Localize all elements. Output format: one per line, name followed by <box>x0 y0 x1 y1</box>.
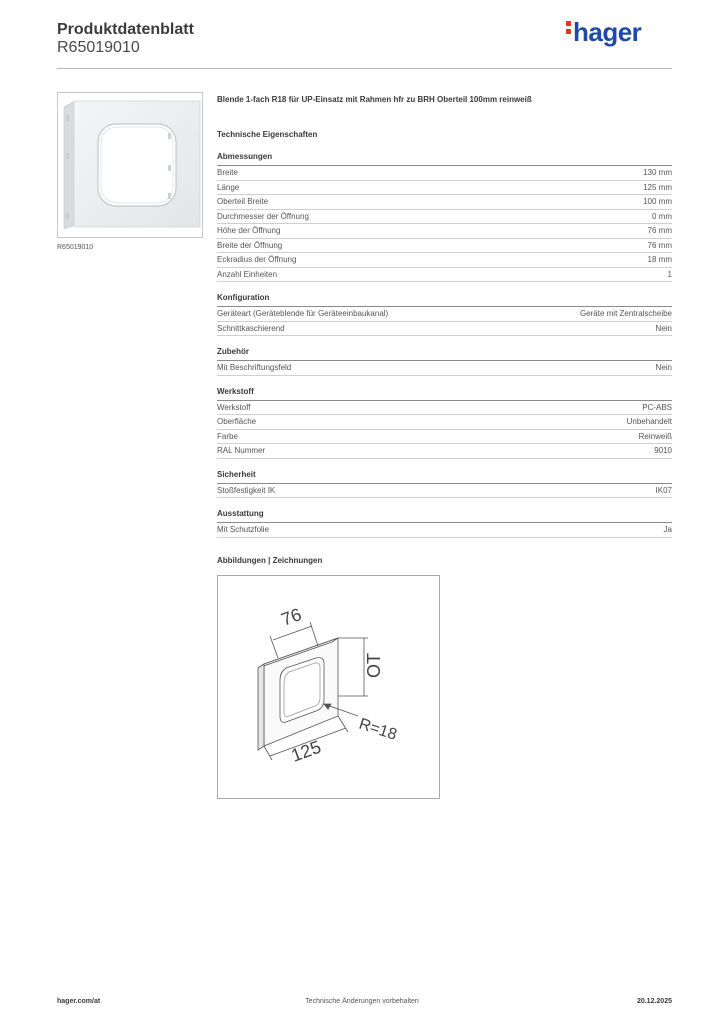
spec-label: Geräteart (Geräteblende für Geräteeinbaukanal) <box>217 309 389 318</box>
spec-value: Reinweiß <box>638 431 672 441</box>
spec-row <box>217 307 672 322</box>
spec-label: Oberteil Breite <box>217 197 269 206</box>
product-details <box>217 95 672 549</box>
spec-row <box>217 268 672 283</box>
cover-plate-image <box>58 93 202 237</box>
spec-row <box>217 195 672 210</box>
footer-website-link[interactable]: hager.com/at <box>57 998 101 1005</box>
section-title: Werkstoff <box>217 387 672 401</box>
product-title: Blende 1-fach R18 für UP-Einsatz mit Rahmen hfr zu BRH Oberteil 100mm reinweiß <box>217 95 532 104</box>
spec-value: Geräte mit Zentralscheibe <box>579 309 672 318</box>
drawing-label-width: 76 <box>278 604 305 630</box>
spec-row <box>217 430 672 445</box>
section-title: Ausstattung <box>217 509 672 523</box>
spec-row <box>217 523 672 538</box>
spec-row <box>217 401 672 416</box>
spec-row <box>217 210 672 225</box>
spec-row <box>217 415 672 430</box>
section-title: Zubehör <box>217 347 672 361</box>
spec-row <box>217 224 672 239</box>
spec-row <box>217 253 672 268</box>
spec-value: 76 mm <box>647 226 672 235</box>
spec-row <box>217 444 672 459</box>
spec-section <box>217 293 672 336</box>
logo-text: hager <box>573 17 642 47</box>
section-title: Sicherheit <box>217 470 672 484</box>
spec-value: PC-ABS <box>642 402 672 412</box>
product-image <box>57 92 203 238</box>
spec-label: Schnittkaschierend <box>217 323 285 333</box>
dimension-drawing <box>218 576 439 798</box>
technical-drawing <box>217 575 440 799</box>
spec-row <box>217 322 672 337</box>
hager-logo[interactable] <box>566 17 641 48</box>
spec-value: 125 mm <box>643 182 672 192</box>
spec-value: 9010 <box>654 446 672 455</box>
spec-label: Höhe der Öffnung <box>217 226 281 235</box>
section-title: Konfiguration <box>217 293 672 307</box>
technical-properties-heading: Technische Eigenschaften <box>217 130 318 139</box>
footer-notice: Technische Änderungen vorbehalten <box>305 998 419 1005</box>
product-code: R65019010 <box>57 39 140 56</box>
spec-value: 1 <box>667 269 672 279</box>
spec-label: Mit Schutzfolie <box>217 525 270 534</box>
spec-section <box>217 347 672 376</box>
footer-date: 20.12.2025 <box>636 998 672 1005</box>
section-title: Abmessungen <box>217 152 672 166</box>
spec-label: Breite <box>217 168 238 177</box>
spec-value: 0 mm <box>652 211 672 221</box>
drawing-label-height: OT <box>364 653 384 678</box>
spec-row <box>217 239 672 254</box>
spec-value: 76 mm <box>647 240 672 250</box>
drawing-label-length: 125 <box>288 736 324 766</box>
spec-section <box>217 387 672 459</box>
spec-row <box>217 361 672 376</box>
spec-sections <box>217 152 672 538</box>
spec-row <box>217 181 672 196</box>
page-title: Produktdatenblatt <box>57 21 194 38</box>
spec-label: Oberfläche <box>217 417 257 426</box>
spec-label: RAL Nummer <box>217 446 266 455</box>
spec-label: Breite der Öffnung <box>217 240 283 250</box>
spec-value: Unbehandelt <box>626 417 672 426</box>
spec-label: Durchmesser der Öffnung <box>217 211 309 221</box>
spec-label: Farbe <box>217 431 238 441</box>
spec-section <box>217 509 672 538</box>
spec-label: Mit Beschriftungsfeld <box>217 363 292 372</box>
spec-label: Eckradius der Öffnung <box>217 255 297 264</box>
spec-value: 130 mm <box>643 168 672 177</box>
spec-section <box>217 152 672 282</box>
spec-value: Ja <box>663 525 672 534</box>
spec-value: Nein <box>655 363 672 372</box>
header-divider <box>57 68 672 69</box>
figures-heading: Abbildungen | Zeichnungen <box>217 556 323 565</box>
spec-value: IK07 <box>655 485 672 495</box>
spec-label: Stoßfestigkeit IK <box>217 485 276 495</box>
spec-section <box>217 470 672 499</box>
logo-dots-icon <box>566 21 571 37</box>
drawing-label-radius: R=18 <box>356 715 399 744</box>
product-image-caption: R65019010 <box>57 244 94 251</box>
spec-label: Werkstoff <box>217 402 251 412</box>
spec-row <box>217 166 672 181</box>
spec-row <box>217 484 672 499</box>
spec-value: 18 mm <box>647 255 672 264</box>
spec-value: Nein <box>655 323 672 333</box>
spec-label: Länge <box>217 182 240 192</box>
spec-label: Anzahl Einheiten <box>217 269 278 279</box>
spec-value: 100 mm <box>643 197 672 206</box>
